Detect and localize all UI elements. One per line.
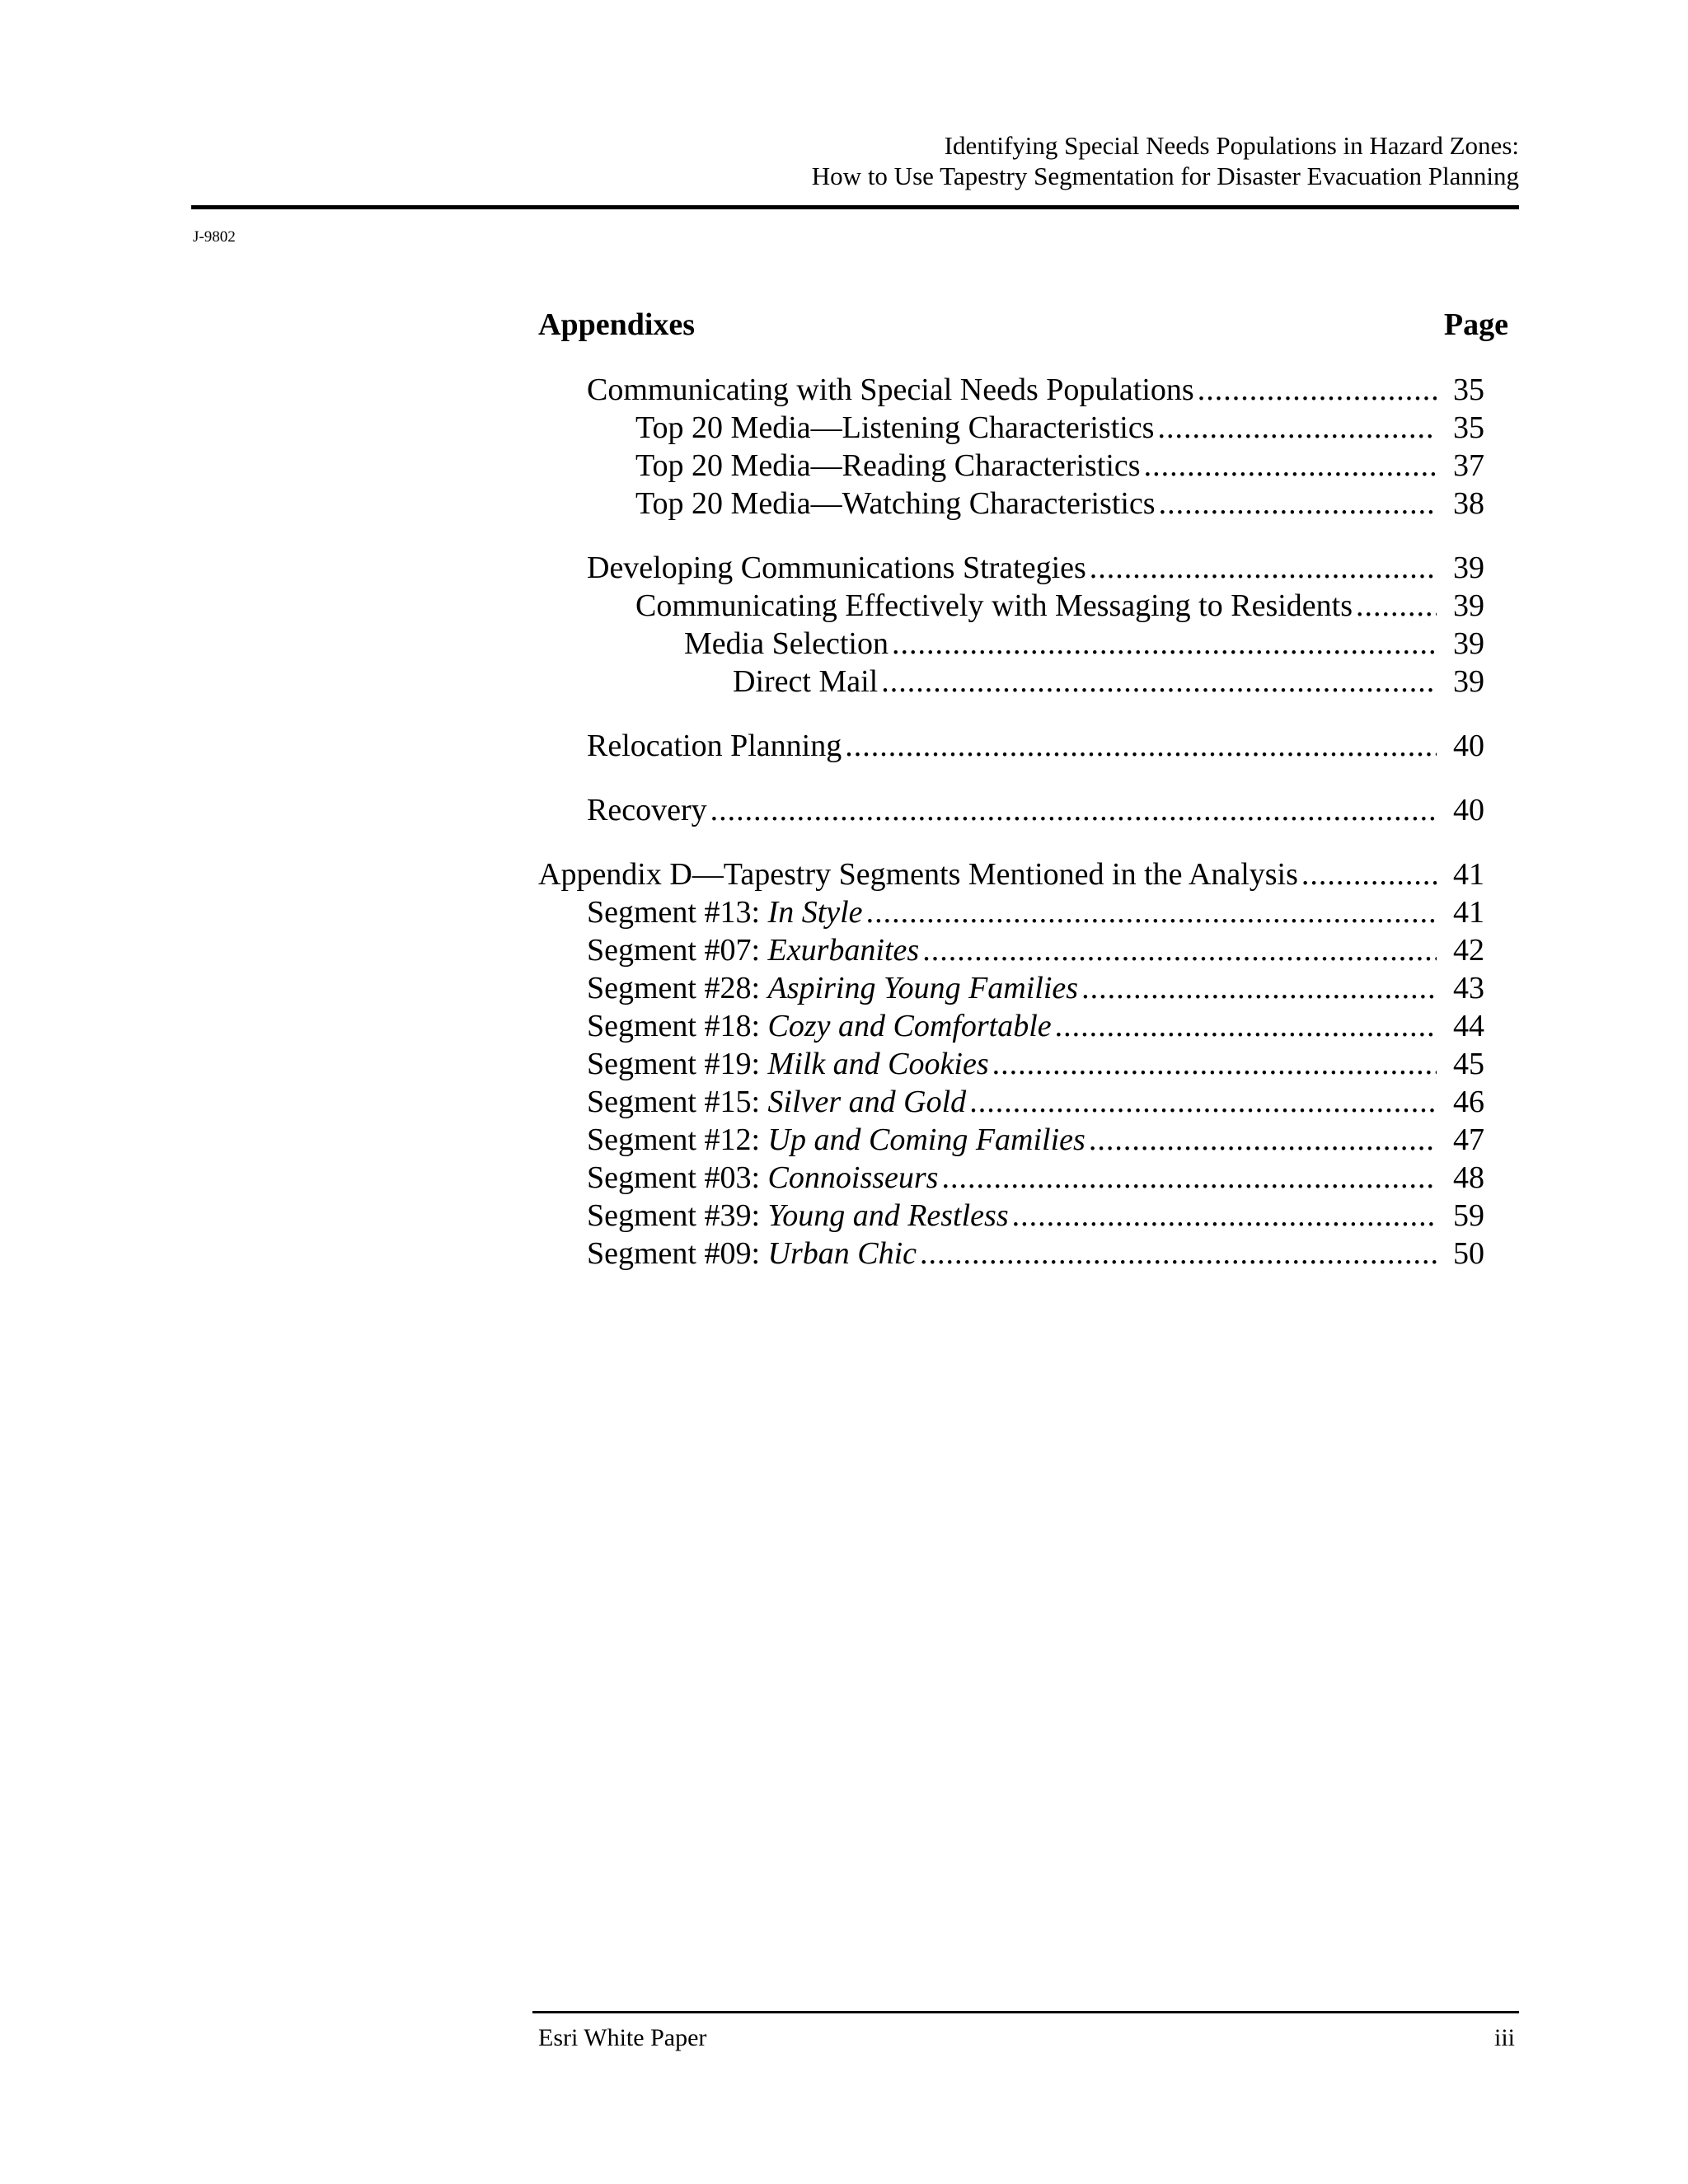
toc-entry[interactable] <box>538 791 1484 829</box>
toc-entry-title: Appendix D—Tapestry Segments Mentioned in the Analysis <box>538 857 1298 892</box>
toc-entry[interactable] <box>538 1121 1484 1159</box>
segment-name: In Style <box>767 895 863 930</box>
dot-leader <box>1356 587 1437 625</box>
segment-number: Segment #13: <box>587 895 768 930</box>
segment-number: Segment #19: <box>587 1047 768 1081</box>
toc-entry-title: Communicating with Special Needs Populations <box>587 373 1194 407</box>
segment-name: Urban Chic <box>767 1236 917 1271</box>
toc-entry[interactable] <box>538 447 1484 485</box>
toc-entry-page: 43 <box>1453 971 1484 1005</box>
toc-entry[interactable] <box>538 625 1484 663</box>
toc-entry[interactable] <box>538 1197 1484 1235</box>
dot-leader <box>845 727 1437 765</box>
toc-entry[interactable] <box>538 931 1484 969</box>
toc-entry-page: 35 <box>1453 410 1484 445</box>
toc-entry-page: 39 <box>1453 664 1484 699</box>
segment-name: Aspiring Young Families <box>767 971 1079 1005</box>
toc-entry-title <box>587 1045 989 1083</box>
footer-rule <box>532 2011 1519 2013</box>
toc-entry-page: 41 <box>1453 857 1484 892</box>
toc-entry[interactable] <box>538 485 1484 523</box>
segment-number: Segment #28: <box>587 971 768 1005</box>
segment-name: Cozy and Comfortable <box>767 1009 1052 1043</box>
header-title-line-2: How to Use Tapestry Segmentation for Disaster Evacuation Planning <box>811 162 1519 190</box>
toc-entry[interactable] <box>538 1083 1484 1121</box>
segment-number: Segment #18: <box>587 1009 768 1043</box>
toc-entry[interactable] <box>538 1007 1484 1045</box>
toc-entry-title <box>587 1007 1052 1045</box>
segment-number: Segment #07: <box>587 933 768 968</box>
dot-leader <box>892 625 1437 663</box>
toc-entry[interactable] <box>538 855 1484 893</box>
toc-entry-title <box>587 1159 938 1197</box>
toc-entry-title <box>587 1235 917 1272</box>
toc-entry-page: 35 <box>1453 373 1484 407</box>
toc-entry[interactable] <box>538 549 1484 587</box>
dot-leader <box>1198 371 1437 409</box>
toc-entry-title <box>587 969 1078 1007</box>
document-id: J-9802 <box>193 228 236 246</box>
dot-leader <box>1012 1197 1437 1235</box>
dot-leader <box>941 1159 1437 1197</box>
header-rule <box>191 205 1519 209</box>
toc-entry-page: 38 <box>1453 486 1484 521</box>
toc-entry-page: 50 <box>1453 1236 1484 1271</box>
toc-entry-title: Media Selection <box>684 626 889 661</box>
toc-entry-page: 37 <box>1453 448 1484 483</box>
segment-name: Connoisseurs <box>767 1160 939 1195</box>
dot-leader <box>866 893 1437 931</box>
toc-entry-page: 46 <box>1453 1085 1484 1119</box>
dot-leader <box>1081 969 1437 1007</box>
footer-publication: Esri White Paper <box>538 2024 707 2051</box>
toc-entry[interactable] <box>538 663 1484 701</box>
toc-entry-title: Developing Communications Strategies <box>587 551 1086 585</box>
toc-entry-page: 47 <box>1453 1122 1484 1157</box>
segment-name: Silver and Gold <box>767 1085 967 1119</box>
dot-leader <box>1089 1121 1437 1159</box>
segment-number: Segment #39: <box>587 1198 768 1233</box>
toc-heading-row <box>538 305 1508 344</box>
segment-name: Exurbanites <box>767 933 920 968</box>
toc-entry-page: 41 <box>1453 895 1484 930</box>
header-title-line-1: Identifying Special Needs Populations in Hazard Zones: <box>944 131 1519 160</box>
toc-entry[interactable] <box>538 727 1484 765</box>
toc-entry-title <box>587 893 863 931</box>
toc-entry[interactable] <box>538 1235 1484 1272</box>
toc-entry[interactable] <box>538 409 1484 447</box>
dot-leader <box>969 1083 1437 1121</box>
toc-entry[interactable] <box>538 893 1484 931</box>
segment-name: Up and Coming Families <box>767 1122 1085 1157</box>
toc-entry-title: Recovery <box>587 793 707 827</box>
dot-leader <box>881 663 1437 701</box>
segment-number: Segment #03: <box>587 1160 768 1195</box>
toc-entry-page: 42 <box>1453 933 1484 968</box>
segment-number: Segment #12: <box>587 1122 768 1157</box>
segment-number: Segment #09: <box>587 1236 768 1271</box>
running-header <box>812 130 1519 191</box>
segment-number: Segment #15: <box>587 1085 768 1119</box>
toc-entry[interactable] <box>538 1159 1484 1197</box>
dot-leader <box>1159 485 1437 523</box>
toc-entry-title <box>587 931 919 969</box>
toc-entry[interactable] <box>538 1045 1484 1083</box>
toc-entry-page: 45 <box>1453 1047 1484 1081</box>
toc-entry-page: 59 <box>1453 1198 1484 1233</box>
toc-entry-page: 44 <box>1453 1009 1484 1043</box>
toc-entry[interactable] <box>538 371 1484 409</box>
dot-leader <box>992 1045 1437 1083</box>
toc-entry-page: 48 <box>1453 1160 1484 1195</box>
toc-entry-title <box>587 1121 1085 1159</box>
dot-leader <box>1157 409 1437 447</box>
toc-entry-title: Top 20 Media—Listening Characteristics <box>635 410 1155 445</box>
dot-leader <box>710 791 1437 829</box>
toc-entry-page: 40 <box>1453 793 1484 827</box>
dot-leader <box>922 931 1437 969</box>
toc-entry-page: 40 <box>1453 729 1484 763</box>
table-of-contents <box>538 371 1484 1272</box>
toc-entry-title: Top 20 Media—Reading Characteristics <box>635 448 1141 483</box>
dot-leader <box>1301 855 1437 893</box>
toc-entry-page: 39 <box>1453 626 1484 661</box>
toc-entry[interactable] <box>538 969 1484 1007</box>
toc-entry-title: Communicating Effectively with Messaging to Residents <box>635 588 1353 623</box>
toc-page-heading: Page <box>1443 307 1508 342</box>
dot-leader <box>1144 447 1437 485</box>
toc-entry-title: Top 20 Media—Watching Characteristics <box>635 486 1156 521</box>
toc-entry-title: Relocation Planning <box>587 729 842 763</box>
toc-entry-title <box>587 1197 1009 1235</box>
toc-entry-title <box>587 1083 966 1121</box>
toc-heading: Appendixes <box>538 307 696 342</box>
dot-leader <box>920 1235 1437 1272</box>
segment-name: Milk and Cookies <box>767 1047 989 1081</box>
toc-entry[interactable] <box>538 587 1484 625</box>
dot-leader <box>1055 1007 1437 1045</box>
toc-entry-page: 39 <box>1453 588 1484 623</box>
toc-entry-title: Direct Mail <box>733 664 879 699</box>
toc-entry-page: 39 <box>1453 551 1484 585</box>
footer-page-number: iii <box>1493 2024 1515 2051</box>
segment-name: Young and Restless <box>767 1198 1009 1233</box>
dot-leader <box>1090 549 1437 587</box>
